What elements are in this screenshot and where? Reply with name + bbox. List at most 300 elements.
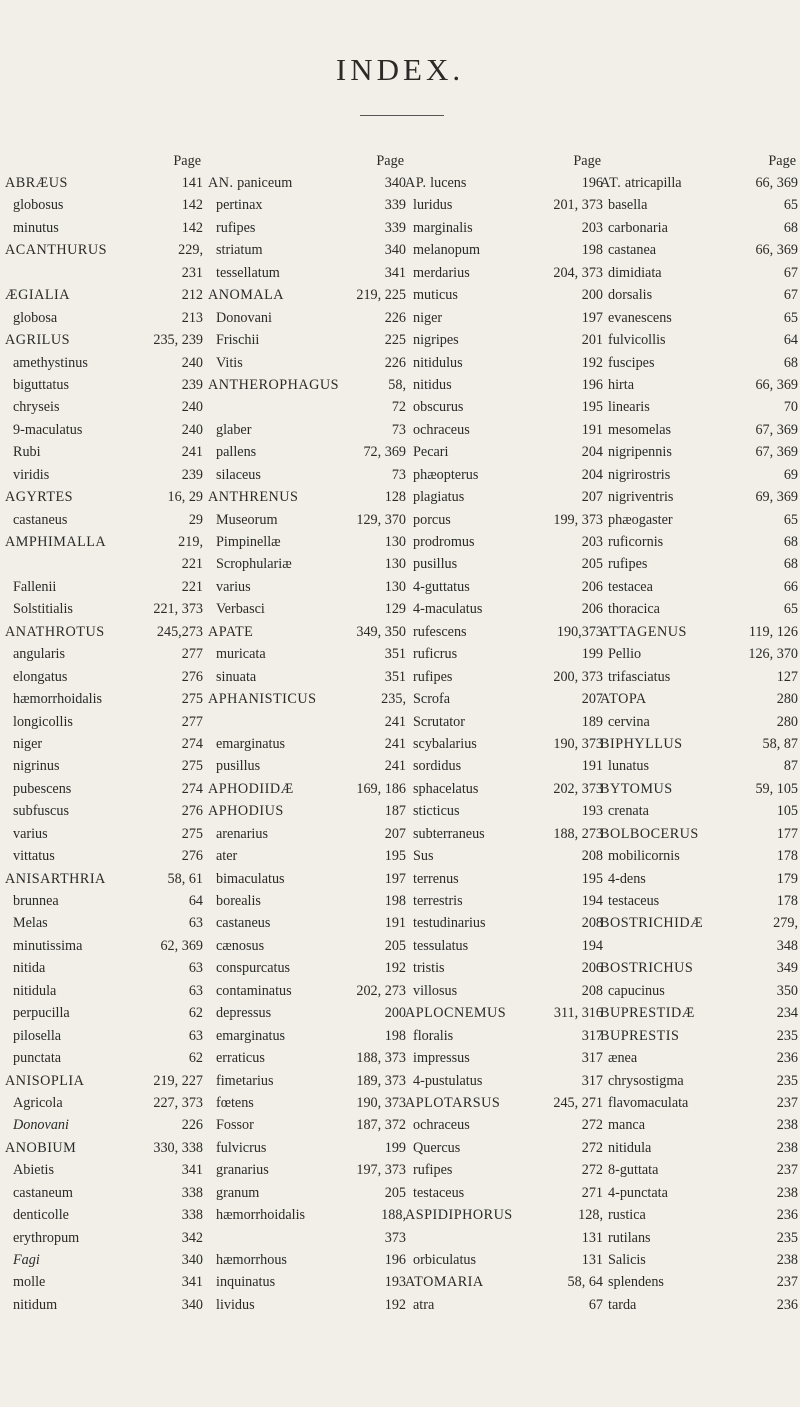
index-entry bbox=[405, 666, 603, 688]
index-term: cænosus bbox=[216, 937, 265, 954]
page-reference: 142 bbox=[181, 219, 203, 236]
index-term: AT. atricapilla bbox=[600, 175, 682, 191]
page-reference: 245, 271 bbox=[553, 1094, 603, 1111]
index-term: AMPHIMALLA bbox=[5, 534, 107, 550]
page-reference: 128 bbox=[384, 489, 406, 506]
index-term: molle bbox=[13, 1274, 46, 1291]
index-entry bbox=[5, 935, 203, 957]
index-entry bbox=[600, 688, 798, 710]
index-entry bbox=[405, 509, 603, 531]
index-entry bbox=[5, 284, 203, 306]
index-entry bbox=[600, 531, 798, 553]
page-reference: 275 bbox=[181, 758, 203, 775]
page-reference: 63 bbox=[188, 915, 203, 932]
index-entry bbox=[208, 553, 406, 575]
index-term: AN. paniceum bbox=[208, 175, 293, 191]
page-reference: 126, 370 bbox=[748, 646, 798, 663]
index-term: pusillus bbox=[413, 556, 458, 573]
index-entry bbox=[5, 419, 203, 441]
page-reference: 207 bbox=[384, 825, 406, 842]
index-entry bbox=[208, 1025, 406, 1047]
page-reference: 274 bbox=[181, 780, 203, 797]
page-reference: 64 bbox=[783, 332, 798, 349]
index-term: perpucilla bbox=[13, 1005, 70, 1022]
index-term: sticticus bbox=[413, 803, 460, 820]
page-reference: 63 bbox=[188, 1027, 203, 1044]
page-reference: 226 bbox=[384, 309, 406, 326]
index-term: Pimpinellæ bbox=[216, 534, 281, 550]
index-entry bbox=[600, 935, 798, 957]
page-reference: 29 bbox=[188, 511, 203, 528]
page-reference: 187 bbox=[384, 803, 406, 820]
page-reference: 65 bbox=[783, 309, 798, 326]
index-entry bbox=[600, 1092, 798, 1114]
index-column-3 bbox=[405, 150, 603, 1316]
page-reference: 221 bbox=[181, 556, 203, 573]
page-reference: 208 bbox=[581, 982, 603, 999]
index-entry bbox=[208, 576, 406, 598]
page-reference: 238 bbox=[776, 1252, 798, 1268]
index-entry bbox=[5, 621, 203, 643]
index-term: fimetarius bbox=[216, 1072, 274, 1089]
index-term: ANATHROTUS bbox=[5, 623, 105, 640]
page-reference: 59, 105 bbox=[755, 780, 798, 797]
index-entry bbox=[5, 1227, 203, 1249]
page-reference: 66 bbox=[783, 578, 798, 595]
index-term: minutus bbox=[13, 219, 59, 236]
index-term: ÆGIALIA bbox=[5, 287, 70, 304]
page-reference: 348 bbox=[776, 937, 798, 954]
index-entry bbox=[5, 823, 203, 845]
index-entry bbox=[405, 553, 603, 575]
index-term: Abietis bbox=[13, 1162, 54, 1179]
page-reference: 196 bbox=[581, 376, 603, 393]
index-entry bbox=[600, 868, 798, 890]
page-reference: 73 bbox=[391, 421, 406, 438]
index-term: rufipes bbox=[413, 668, 453, 685]
index-term: niger bbox=[13, 735, 43, 752]
index-entry bbox=[5, 666, 203, 688]
page-reference: 187, 372 bbox=[356, 1117, 406, 1134]
page-reference: 197 bbox=[581, 309, 603, 326]
page-reference: 317 bbox=[581, 1050, 603, 1067]
page-reference: 204 bbox=[581, 466, 603, 483]
index-term: Scrophulariæ bbox=[216, 556, 292, 573]
index-entry bbox=[405, 1047, 603, 1069]
page-reference: 207 bbox=[581, 489, 603, 506]
page-reference: 236 bbox=[776, 1050, 798, 1067]
index-term: tarda bbox=[608, 1296, 637, 1313]
index-term: impressus bbox=[413, 1050, 470, 1067]
index-term: Melas bbox=[13, 915, 48, 932]
index-entry bbox=[208, 217, 406, 239]
index-entry bbox=[5, 643, 203, 665]
page-reference: 194 bbox=[581, 937, 603, 954]
page-reference: 58, 87 bbox=[762, 735, 798, 752]
index-term: conspurcatus bbox=[216, 960, 291, 977]
index-term: flavomaculata bbox=[608, 1094, 689, 1111]
page-reference: 67, 369 bbox=[755, 444, 798, 461]
index-term: ABRÆUS bbox=[5, 175, 68, 191]
index-entry bbox=[5, 1114, 203, 1136]
index-entry bbox=[600, 553, 798, 575]
page-reference: 202, 373 bbox=[553, 780, 603, 797]
page-reference: 130 bbox=[384, 534, 406, 550]
index-term: Fagi bbox=[13, 1252, 40, 1268]
page-reference: 62 bbox=[188, 1005, 203, 1022]
index-entry bbox=[405, 733, 603, 755]
page-reference: 169, 186 bbox=[356, 780, 406, 797]
page-reference: 207 bbox=[581, 691, 603, 708]
index-entry bbox=[600, 262, 798, 284]
index-term: fulvicollis bbox=[608, 332, 666, 349]
index-entry bbox=[405, 307, 603, 329]
index-term: niger bbox=[413, 309, 443, 326]
index-term: Agricola bbox=[13, 1094, 63, 1111]
index-entry bbox=[208, 845, 406, 867]
page-reference: 350 bbox=[776, 982, 798, 999]
index-entry bbox=[5, 486, 203, 508]
index-term: amethystinus bbox=[13, 354, 88, 371]
index-entry bbox=[600, 1025, 798, 1047]
index-term: BYTOMUS bbox=[600, 780, 673, 797]
page-reference: 221, 373 bbox=[153, 601, 203, 618]
index-entry bbox=[600, 441, 798, 463]
page-reference: 219, bbox=[178, 534, 203, 550]
page-reference: 351 bbox=[384, 668, 406, 685]
page-reference: 188, bbox=[381, 1207, 406, 1224]
index-term: ATOMARIA bbox=[405, 1274, 484, 1291]
index-entry bbox=[5, 374, 203, 396]
index-entry bbox=[600, 800, 798, 822]
index-term: chrysostigma bbox=[608, 1072, 684, 1089]
index-entry bbox=[600, 598, 798, 620]
page-reference: 68 bbox=[783, 556, 798, 573]
index-entry bbox=[600, 194, 798, 216]
index-entry bbox=[5, 239, 203, 261]
index-term: ruficornis bbox=[608, 534, 664, 550]
page-reference: 129 bbox=[384, 601, 406, 618]
index-term: rufipes bbox=[608, 556, 648, 573]
index-entry bbox=[600, 1182, 798, 1204]
index-term: ANISARTHRIA bbox=[5, 870, 106, 887]
index-term: 4-punctata bbox=[608, 1184, 668, 1201]
index-entry bbox=[600, 733, 798, 755]
index-entry bbox=[208, 284, 406, 306]
page-reference: 70 bbox=[783, 399, 798, 416]
page-reference: 190, 373 bbox=[553, 735, 603, 752]
index-term: brunnea bbox=[13, 893, 59, 909]
page-reference: 212 bbox=[181, 287, 203, 304]
index-term: mobilicornis bbox=[608, 848, 680, 865]
index-entry bbox=[208, 778, 406, 800]
page-reference: 191 bbox=[581, 758, 603, 775]
page-reference: 190,373 bbox=[556, 623, 603, 640]
index-entry bbox=[405, 1249, 603, 1271]
index-entry bbox=[600, 464, 798, 486]
page-reference: 241 bbox=[384, 735, 406, 752]
index-term: hæmorrhoidalis bbox=[13, 691, 103, 708]
index-term: floralis bbox=[413, 1027, 454, 1044]
index-entry bbox=[405, 1227, 603, 1249]
index-entry bbox=[5, 912, 203, 934]
page-reference: 178 bbox=[776, 893, 798, 909]
index-term: sphacelatus bbox=[413, 780, 479, 797]
page-reference: 68 bbox=[783, 354, 798, 371]
page-reference: 339 bbox=[384, 219, 406, 236]
index-entry bbox=[405, 598, 603, 620]
page-reference: 200, 373 bbox=[553, 668, 603, 685]
index-entry bbox=[405, 396, 603, 418]
index-entry bbox=[208, 1227, 406, 1249]
page-reference: 226 bbox=[181, 1117, 203, 1134]
page-reference: 338 bbox=[181, 1207, 203, 1224]
index-entry bbox=[600, 1047, 798, 1069]
index-entry bbox=[208, 711, 406, 733]
index-term: borealis bbox=[216, 893, 261, 909]
index-entry bbox=[5, 396, 203, 418]
page-reference: 221 bbox=[181, 578, 203, 595]
index-term: Salicis bbox=[608, 1252, 646, 1268]
index-entry bbox=[208, 194, 406, 216]
index-entry bbox=[600, 845, 798, 867]
index-term: punctata bbox=[13, 1050, 62, 1067]
index-term: inquinatus bbox=[216, 1274, 276, 1291]
page-reference: 208 bbox=[581, 848, 603, 865]
index-entry bbox=[208, 733, 406, 755]
page-reference: 277 bbox=[181, 646, 203, 663]
index-term: terrenus bbox=[413, 870, 459, 887]
index-entry bbox=[405, 464, 603, 486]
page-reference: 67, 369 bbox=[755, 421, 798, 438]
index-term: striatum bbox=[216, 242, 263, 259]
index-term: ANTHRENUS bbox=[208, 489, 299, 506]
index-term: bimaculatus bbox=[216, 870, 285, 887]
page-reference: 201 bbox=[581, 332, 603, 349]
index-term: sinuata bbox=[216, 668, 257, 685]
index-entry bbox=[208, 486, 406, 508]
index-entry bbox=[405, 441, 603, 463]
index-entry bbox=[5, 576, 203, 598]
page-reference: 69, 369 bbox=[755, 489, 798, 506]
page-reference: 240 bbox=[181, 354, 203, 371]
page-reference: 241 bbox=[181, 444, 203, 461]
page-reference: 69 bbox=[783, 466, 798, 483]
page-reference: 206 bbox=[581, 578, 603, 595]
index-entry bbox=[5, 262, 203, 284]
index-entry bbox=[600, 778, 798, 800]
page-reference: 65 bbox=[783, 511, 798, 528]
index-column-2 bbox=[208, 150, 406, 1316]
index-entry bbox=[208, 823, 406, 845]
index-entry bbox=[600, 755, 798, 777]
index-term: mesomelas bbox=[608, 421, 672, 438]
index-term: fuscipes bbox=[608, 354, 655, 371]
page-reference: 237 bbox=[776, 1274, 798, 1291]
page-reference: 196 bbox=[581, 175, 603, 191]
page-reference: 238 bbox=[776, 1184, 798, 1201]
page-reference: 194 bbox=[581, 893, 603, 909]
index-term: ænea bbox=[608, 1050, 638, 1067]
index-entry bbox=[208, 1249, 406, 1271]
page-reference: 130 bbox=[384, 556, 406, 573]
index-term: nitidus bbox=[413, 376, 452, 393]
page-reference: 342 bbox=[181, 1229, 203, 1246]
page-reference: 16, 29 bbox=[167, 489, 203, 506]
index-entry bbox=[208, 262, 406, 284]
index-entry bbox=[600, 912, 798, 934]
page-reference: 237 bbox=[776, 1094, 798, 1111]
index-term: silaceus bbox=[216, 466, 261, 483]
index-entry bbox=[600, 352, 798, 374]
page-reference: 201, 373 bbox=[553, 197, 603, 214]
page-reference: 65 bbox=[783, 197, 798, 214]
index-entry bbox=[405, 531, 603, 553]
index-term: nigripennis bbox=[608, 444, 672, 461]
index-entry bbox=[5, 1294, 203, 1316]
page-reference: 340 bbox=[181, 1296, 203, 1313]
index-term: dorsalis bbox=[608, 287, 653, 304]
index-term: atra bbox=[413, 1296, 435, 1313]
index-entry bbox=[208, 1092, 406, 1114]
index-entry bbox=[5, 733, 203, 755]
page-reference: 68 bbox=[783, 219, 798, 236]
index-entry bbox=[5, 553, 203, 575]
index-term bbox=[208, 396, 389, 418]
index-entry bbox=[208, 957, 406, 979]
index-entry bbox=[208, 755, 406, 777]
page-reference: 199 bbox=[384, 1139, 406, 1156]
index-entry bbox=[600, 1070, 798, 1092]
index-term: erythropum bbox=[13, 1229, 80, 1246]
page-reference: 235, bbox=[381, 691, 406, 708]
index-entry bbox=[5, 1047, 203, 1069]
index-entry bbox=[600, 1227, 798, 1249]
page-reference: 65 bbox=[783, 601, 798, 618]
index-term: ATTAGENUS bbox=[600, 623, 687, 640]
index-term: BOLBOCERUS bbox=[600, 825, 699, 842]
index-entry bbox=[600, 509, 798, 531]
index-term: emarginatus bbox=[216, 735, 286, 752]
index-term: APHANISTICUS bbox=[208, 691, 317, 708]
index-entry bbox=[405, 172, 603, 194]
index-term: pallens bbox=[216, 444, 257, 461]
page-reference: 63 bbox=[188, 982, 203, 999]
index-entry bbox=[600, 890, 798, 912]
index-entry bbox=[208, 531, 406, 553]
index-entry bbox=[405, 329, 603, 351]
index-term: granum bbox=[216, 1184, 260, 1201]
index-term: Donovani bbox=[13, 1117, 69, 1134]
page-reference: 272 bbox=[581, 1117, 603, 1134]
page-reference: 72 bbox=[391, 399, 406, 416]
page-reference: 240 bbox=[181, 421, 203, 438]
page-reference: 239 bbox=[181, 376, 203, 393]
index-term: nigrinus bbox=[13, 758, 60, 775]
page-reference: 131 bbox=[581, 1229, 603, 1246]
index-entry bbox=[405, 980, 603, 1002]
page-reference: 72, 369 bbox=[363, 444, 406, 461]
page-reference: 67 bbox=[783, 264, 798, 281]
index-term: pusillus bbox=[216, 758, 261, 775]
page-reference: 195 bbox=[581, 399, 603, 416]
index-entry bbox=[208, 935, 406, 957]
index-entry bbox=[208, 396, 406, 418]
index-entry bbox=[208, 1137, 406, 1159]
page-reference: 226 bbox=[384, 354, 406, 371]
index-term: 9-maculatus bbox=[13, 421, 83, 438]
index-term: varius bbox=[13, 825, 48, 842]
index-term: testaceus bbox=[608, 893, 660, 909]
index-term: ANOBIUM bbox=[5, 1139, 77, 1156]
page-reference: 276 bbox=[181, 668, 203, 685]
title-rule bbox=[360, 115, 444, 116]
index-term: biguttatus bbox=[13, 376, 69, 393]
page-reference: 198 bbox=[384, 893, 406, 909]
page-reference: 274 bbox=[181, 735, 203, 752]
index-term: nitidum bbox=[13, 1296, 58, 1313]
index-entry bbox=[208, 621, 406, 643]
page-reference: 63 bbox=[188, 960, 203, 977]
page-reference: 330, 338 bbox=[153, 1139, 203, 1156]
page-reference: 235 bbox=[776, 1229, 798, 1246]
index-term: muricata bbox=[216, 646, 266, 663]
index-term: Fallenii bbox=[13, 578, 57, 595]
index-entry bbox=[405, 1070, 603, 1092]
page-reference: 192 bbox=[581, 354, 603, 371]
index-term: 4-pustulatus bbox=[413, 1072, 483, 1089]
index-term: elongatus bbox=[13, 668, 68, 685]
index-term: ochraceus bbox=[413, 421, 470, 438]
index-entry bbox=[208, 1204, 406, 1226]
index-entry bbox=[208, 419, 406, 441]
index-entry bbox=[208, 172, 406, 194]
index-entry bbox=[600, 217, 798, 239]
index-term: luridus bbox=[413, 197, 453, 214]
page-reference: 204 bbox=[581, 444, 603, 461]
index-term: obscurus bbox=[413, 399, 464, 416]
index-term: dimidiata bbox=[608, 264, 662, 281]
index-term: nitidula bbox=[608, 1139, 652, 1156]
index-term: APATE bbox=[208, 623, 254, 640]
index-entry bbox=[5, 1182, 203, 1204]
index-term: longicollis bbox=[13, 713, 73, 730]
index-entry bbox=[405, 1271, 603, 1293]
index-term: melanopum bbox=[413, 242, 480, 259]
index-entry bbox=[5, 1092, 203, 1114]
index-term: 4-dens bbox=[608, 870, 646, 887]
index-term bbox=[600, 935, 774, 957]
index-entry bbox=[208, 1294, 406, 1316]
page-reference: 142 bbox=[181, 197, 203, 214]
index-term: porcus bbox=[413, 511, 451, 528]
page-reference: 127 bbox=[776, 668, 798, 685]
page-reference: 128, bbox=[578, 1207, 603, 1224]
index-entry bbox=[5, 1159, 203, 1181]
page-reference: 276 bbox=[181, 803, 203, 820]
page-reference: 206 bbox=[581, 601, 603, 618]
page-reference: 177 bbox=[776, 825, 798, 842]
index-entry bbox=[405, 1114, 603, 1136]
index-term: vittatus bbox=[13, 848, 55, 865]
index-term: capucinus bbox=[608, 982, 665, 999]
index-entry bbox=[405, 823, 603, 845]
index-term: castaneus bbox=[13, 511, 68, 528]
index-term: castaneum bbox=[13, 1184, 73, 1201]
page-reference: 58, 64 bbox=[567, 1274, 603, 1291]
index-term: tessulatus bbox=[413, 937, 469, 954]
index-entry bbox=[405, 1137, 603, 1159]
